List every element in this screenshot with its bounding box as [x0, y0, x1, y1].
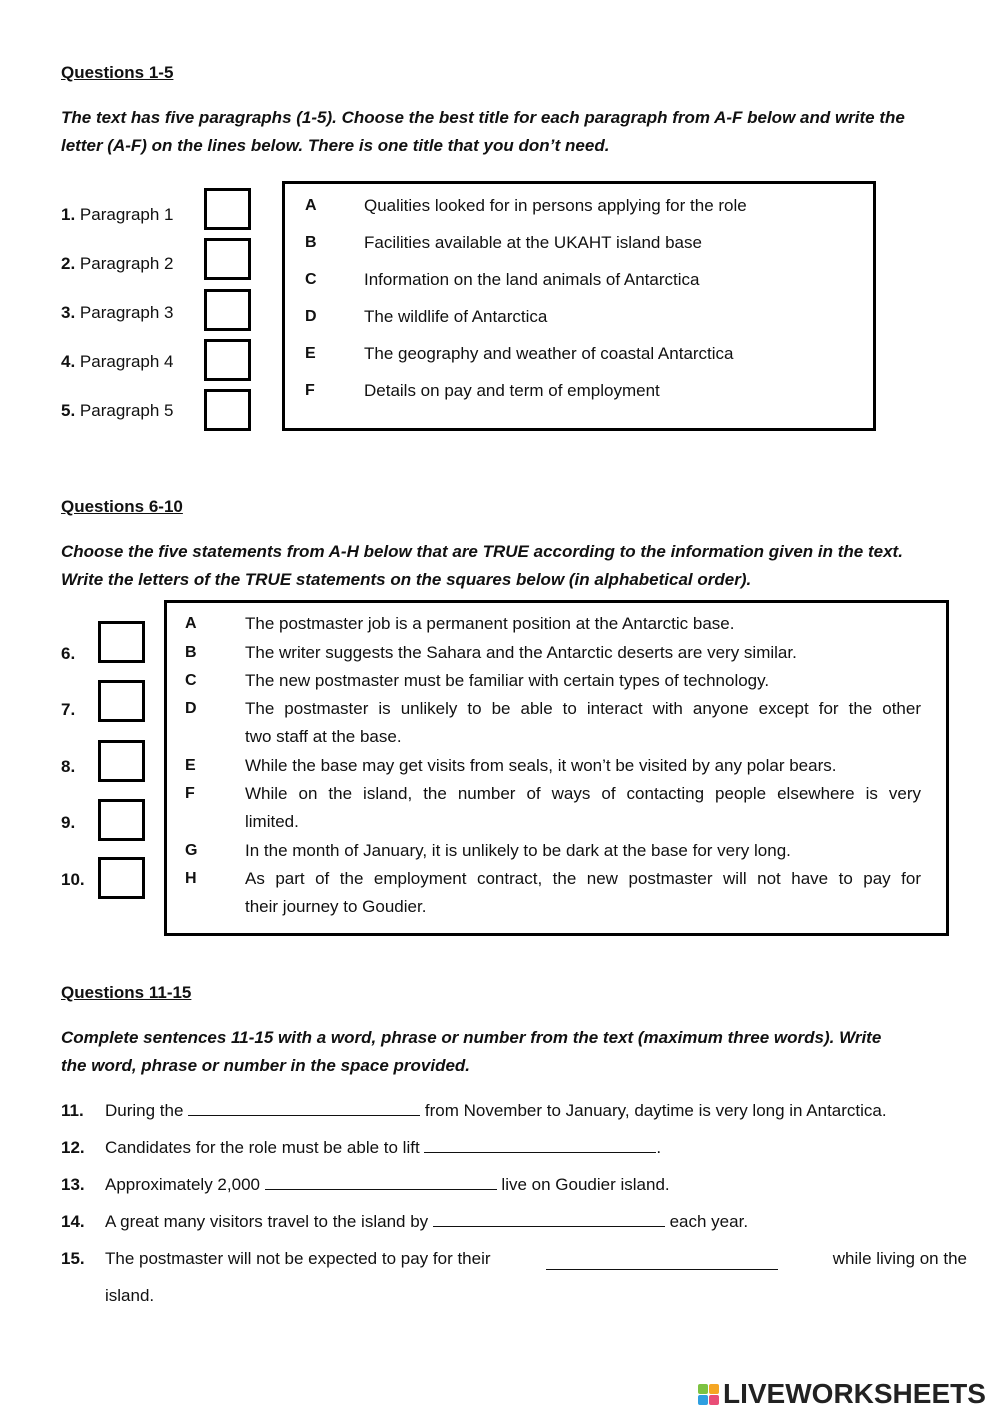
question-number-10: 10.: [61, 870, 85, 889]
answer-box-8[interactable]: [98, 740, 145, 782]
option-text: The wildlife of Antarctica: [364, 307, 548, 326]
option-letter: C: [305, 271, 317, 288]
statement-letter: A: [185, 615, 197, 632]
answer-box-6[interactable]: [98, 621, 145, 663]
answer-box-1[interactable]: [204, 188, 251, 230]
question-number-14: 14.: [61, 1212, 85, 1231]
instruction-line: Choose the five statements from A-H below that are TRUE according to the information given in the text.: [61, 542, 903, 561]
option-letter: E: [305, 345, 316, 362]
option-letter: B: [305, 234, 317, 251]
sentence-14: A great many visitors travel to the island by each year.: [105, 1212, 749, 1231]
option-text: Details on pay and term of employment: [364, 381, 660, 400]
logo-square: [698, 1384, 708, 1394]
question-number-13: 13.: [61, 1175, 85, 1194]
statement-text: The writer suggests the Sahara and the Antarctic deserts are very similar.: [245, 643, 797, 662]
option-text: The geography and weather of coastal Antarctica: [364, 344, 734, 363]
fill-blank-15[interactable]: [546, 1255, 778, 1270]
statement-text-continued: their journey to Goudier.: [245, 897, 427, 916]
answer-box-10[interactable]: [98, 857, 145, 899]
answer-box-5[interactable]: [204, 389, 251, 431]
sentence-12: Candidates for the role must be able to lift .: [105, 1138, 662, 1157]
paragraph-label-5: 5. Paragraph 5: [61, 401, 174, 420]
paragraph-label-3: 3. Paragraph 3: [61, 303, 174, 322]
instruction-line: Complete sentences 11-15 with a word, phrase or number from the text (maximum three words). Write: [61, 1028, 882, 1047]
question-number-12: 12.: [61, 1138, 85, 1157]
instruction-line: the word, phrase or number in the space provided.: [61, 1056, 471, 1075]
logo-text: LIVEWORKSHEETS: [723, 1378, 986, 1409]
instruction-line: Write the letters of the TRUE statements on the squares below (in alphabetical order).: [61, 570, 752, 589]
statement-text: While the base may get visits from seals, it won’t be visited by any polar bears.: [245, 756, 837, 775]
answer-box-2[interactable]: [204, 238, 251, 280]
answer-box-7[interactable]: [98, 680, 145, 722]
section-1-instructions: [61, 104, 961, 160]
option-letter: D: [305, 308, 317, 325]
logo-square: [698, 1395, 708, 1405]
section-1-heading: Questions 1-5: [61, 63, 174, 82]
statement-text-continued: limited.: [245, 812, 299, 831]
option-text: Information on the land animals of Antarctica: [364, 270, 700, 289]
statement-letter: D: [185, 700, 197, 717]
statement-letter: H: [185, 870, 197, 887]
paragraph-label-2: 2. Paragraph 2: [61, 254, 174, 273]
option-letter: F: [305, 382, 315, 399]
instruction-line: letter (A-F) on the lines below. There is one title that you don’t need.: [61, 136, 610, 155]
question-number-7: 7.: [61, 700, 76, 719]
answer-box-4[interactable]: [204, 339, 251, 381]
fill-blank-12[interactable]: [424, 1138, 656, 1153]
statement-text: The postmaster job is a permanent position at the Antarctic base.: [245, 614, 735, 633]
fill-blank-11[interactable]: [188, 1101, 420, 1116]
question-number-15: 15.: [61, 1249, 85, 1268]
paragraph-label-4: 4. Paragraph 4: [61, 352, 174, 371]
question-number-9: 9.: [61, 813, 76, 832]
fill-blank-13[interactable]: [265, 1175, 497, 1190]
section-2-heading: Questions 6-10: [61, 497, 183, 516]
option-text: Facilities available at the UKAHT island base: [364, 233, 702, 252]
section-2-instructions: [61, 538, 961, 594]
question-number-6: 6.: [61, 644, 76, 663]
answer-box-3[interactable]: [204, 289, 251, 331]
section-3-heading: Questions 11-15: [61, 983, 192, 1002]
sentence-15-continued: island.: [105, 1286, 155, 1305]
liveworksheets-logo[interactable]: [698, 1378, 986, 1410]
section-3-instructions: [61, 1024, 961, 1080]
statement-text: As part of the employment contract, the new postmaster will not have to pay for: [245, 869, 921, 888]
instruction-line: The text has five paragraphs (1-5). Choose the best title for each paragraph from A-F below and write the: [61, 108, 905, 127]
statement-text: The new postmaster must be familiar with certain types of technology.: [245, 671, 770, 690]
statement-text: In the month of January, it is unlikely to be dark at the base for very long.: [245, 841, 791, 860]
statement-text: The postmaster is unlikely to be able to interact with anyone except for the other: [245, 699, 921, 718]
option-letter: A: [305, 197, 317, 214]
statement-letter: F: [185, 785, 195, 802]
sentence-13: Approximately 2,000 live on Goudier island.: [105, 1175, 670, 1194]
question-number-11: 11.: [61, 1101, 84, 1120]
sentence-15-part: The postmaster will not be expected to pay for their: [105, 1249, 491, 1268]
statement-text-continued: two staff at the base.: [245, 727, 402, 746]
sentence-11: During the from November to January, daytime is very long in Antarctica.: [105, 1101, 887, 1120]
option-text: Qualities looked for in persons applying for the role: [364, 196, 747, 215]
question-number-8: 8.: [61, 757, 76, 776]
logo-square: [709, 1384, 719, 1394]
statement-text: While on the island, the number of ways of contacting people elsewhere is very: [245, 784, 921, 803]
fill-blank-14[interactable]: [433, 1212, 665, 1227]
statement-letter: G: [185, 842, 198, 859]
logo-square: [709, 1395, 719, 1405]
statement-letter: C: [185, 672, 197, 689]
paragraph-label-1: 1. Paragraph 1: [61, 205, 174, 224]
statement-letter: B: [185, 644, 197, 661]
sentence-15-part: while living on the: [832, 1249, 967, 1268]
liveworksheets-logo-icon: [698, 1384, 719, 1405]
answer-box-9[interactable]: [98, 799, 145, 841]
statement-letter: E: [185, 757, 196, 774]
sentence-15: [105, 1249, 967, 1270]
